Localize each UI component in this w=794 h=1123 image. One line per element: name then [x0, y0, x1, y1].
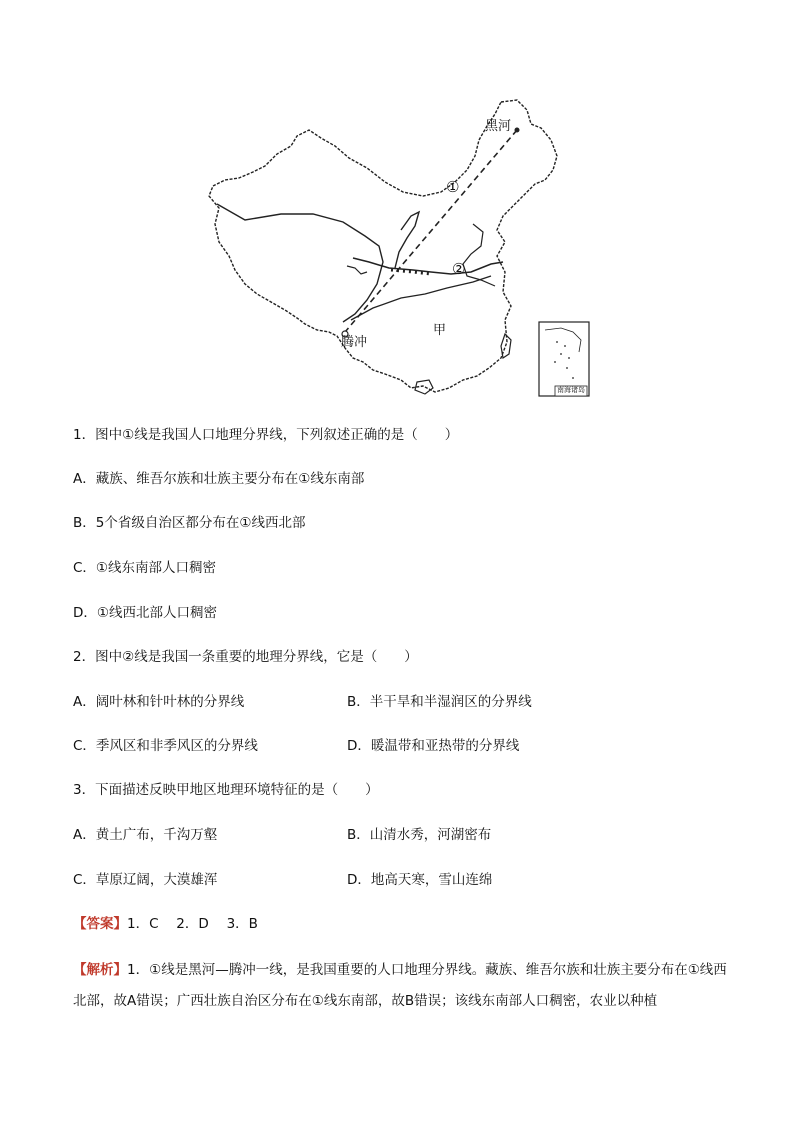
river-curve	[395, 212, 419, 268]
question-2-option-c: C．季风区和非季风区的分界线	[73, 738, 258, 754]
inset-frame	[539, 322, 589, 396]
line-2-qinling-huaihe	[353, 258, 503, 274]
question-3-option-d: D．地高天寒，雪山连绵	[347, 872, 493, 888]
question-2-stem: 2．图中②线是我国一条重要的地理分界线，它是（ ）	[73, 649, 418, 665]
question-1-option-c: C．①线东南部人口稠密	[73, 560, 217, 576]
question-1-option-d: D．①线西北部人口稠密	[73, 605, 217, 621]
question-2-option-b: B．半干旱和半湿润区的分界线	[347, 694, 532, 710]
line-2-label: ②	[452, 260, 466, 278]
analysis-text: 1．①线是黑河—腾冲一线，是我国重要的人口地理分界线。藏族、维吾尔族和壮族主要分布在①线西北部，故A错误；广西壮族自治区分布在①线东南部，故B错误；该线东南部人口稠密，农业以种植	[73, 962, 727, 1009]
china-border	[209, 100, 557, 392]
answer-text: 1．C 2．D 3．B	[127, 916, 258, 932]
inset-label: 南海诸岛	[557, 386, 585, 394]
tengchong-label: 腾冲	[341, 335, 368, 350]
question-3-option-b: B．山清水秀，河湖密布	[347, 827, 492, 843]
analysis-tag: 【解析】	[73, 962, 127, 978]
region-boundary	[217, 204, 383, 322]
question-3-stem: 3．下面描述反映甲地区地理环境特征的是（ ）	[73, 782, 379, 798]
china-map-figure	[205, 96, 597, 406]
region-boundary-2	[347, 266, 367, 274]
analysis-paragraph	[73, 955, 733, 1017]
line-1-heihe-tengchong	[345, 130, 517, 332]
question-1-option-b: B．5个省级自治区都分布在①线西北部	[73, 515, 306, 531]
question-2-option-d: D．暖温带和亚热带的分界线	[347, 738, 520, 754]
answer-line	[73, 918, 258, 932]
heihe-label: 黑河	[485, 119, 512, 134]
question-1-option-a: A．藏族、维吾尔族和壮族主要分布在①线东南部	[73, 471, 365, 487]
river-yangtze	[351, 276, 491, 320]
heihe-point	[515, 128, 520, 133]
question-1-stem: 1．图中①线是我国人口地理分界线，下列叙述正确的是（ ）	[73, 427, 459, 443]
jia-label: 甲	[433, 323, 447, 338]
line-1-label: ①	[446, 178, 460, 196]
question-3-option-c: C．草原辽阔，大漠雄浑	[73, 872, 218, 888]
question-2-option-a: A．阔叶林和针叶林的分界线	[73, 694, 245, 710]
answer-tag: 【答案】	[73, 916, 127, 932]
question-3-option-a: A．黄土广布，千沟万壑	[73, 827, 218, 843]
china-map-outline	[205, 96, 597, 406]
